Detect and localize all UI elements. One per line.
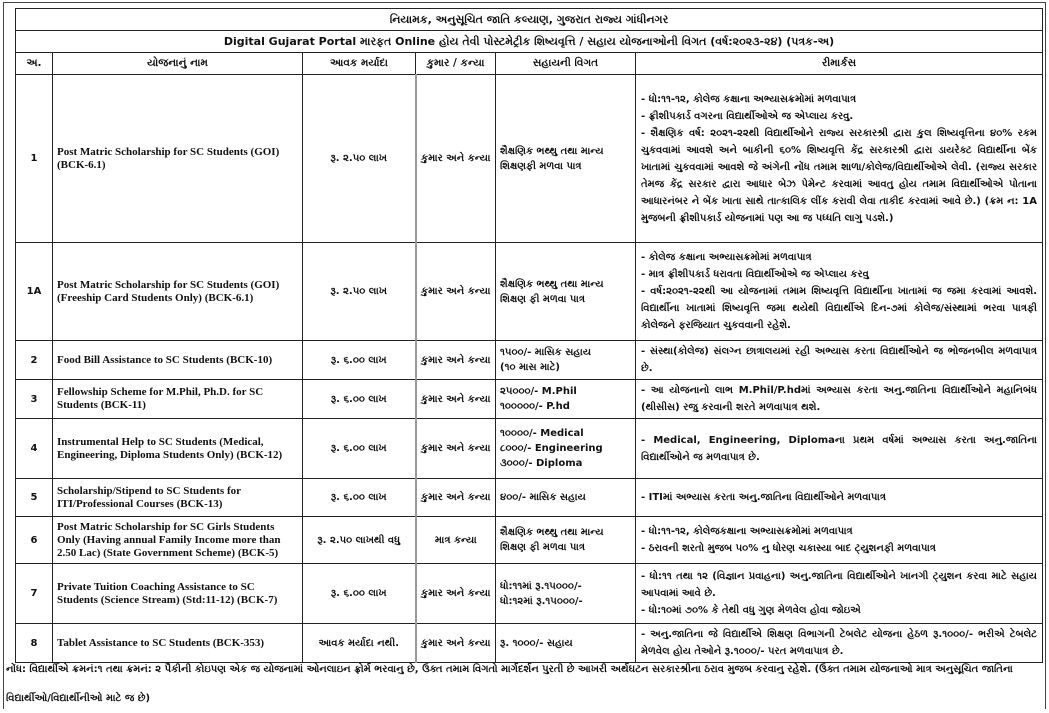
- remark-line: - ધો:૧૦માં ૭૦% કે તેથી વધુ ગુણ મેળવેલ હોવા જોઇએ: [641, 605, 861, 616]
- aid-line: ૧૦૦૦૦/- Medical: [500, 428, 584, 439]
- aid-details: [496, 75, 636, 243]
- remark-line: - ITIમાં અભ્યાસ કરતા અનુ.જાતિના વિદ્યાર્થીઓને મળવાપાત્ર: [641, 492, 887, 503]
- gender-eligibility: કુમાર અને કન્યા: [416, 75, 496, 243]
- aid-line: ૪૦૦/- માસિક સહાય: [500, 492, 586, 503]
- aid-line: ધો:૧૧માં રૂ.૧૫૦૦૦/-: [500, 580, 582, 592]
- remark-line: - શૈક્ષણિક વર્ષ: ૨૦૨૧-૨૨થી વિદ્યાર્થીઓને રાજ્ય સરકારશ્રી દ્વારા કુલ શિષ્યવૃત્તિના ૪૦% રકમ ચુકવવામાં આવશે અને બાકીની ૬૦% શિષ્યવૃત્તિ કેંદ્ર સરકારશ્રી દ્વારા ડાયરેક્ટ વિદ્યાર્થીના બેંક ખાતામાં ચુકવવામાં આવશે જે અંગેની નોંધ તમામ શાળા/કોલેજ/વિદ્યાર્થીઓએ લેવી. (રાજ્ય સરકાર તેમજ કેંદ્ર સરકાર દ્વારા આધાર બેઝ પેમેન્ટ કરવામાં આવતુ હોય તમામ વિદ્યાર્થીઓએ પોતાના આધારનંબર ને બેંક ખાતા સાથે તાત્કાલિક લીંક કરાવી લેવા તાકીદ કરવામાં આવે છે.) (ક્રમ ન: 1A મુજબની ફ્રીશીપકાર્ડ યોજનામાં પણ આ જ પધ્ધતિ લાગુ પડશે.): [641, 127, 1037, 224]
- aid-line: ૩૦૦૦/- Diploma: [500, 458, 583, 469]
- aid-line: ધો:૧૨માં રૂ.૧૫૦૦૦/-: [500, 595, 583, 607]
- footnote: નોંધ: વિદ્યાર્થીએ ક્રમનં:૧ તથા ક્રમનં: ૨ પૈકીની કોઇપણ એક જ યોજનામાં ઓનલાઇન ફ્રોર્મ ભરવાનુ છે, ઉક્ત તમામ વિગતો માર્ગદર્શન પુરતી છે આખરી અર્થઘટન સરકારશ્રીના ઠરાવ મુજબ કરવાનુ રહેશે. (ઉક્ત તમામ યોજનાઓ માત્ર અનુસૂચિત જાતિના વિદ્યાર્થીઓ/વિદ્યાર્થીનીઓ માટે જ છે): [6, 664, 1013, 704]
- remark-line: - Medical, Engineering, Diplomaના પ્રથમ વર્ષમાં અભ્યાસ કરતા અનુ.જાતિના વિદ્યાર્થીઓને જ મળવાપાત્ર છે.: [641, 434, 1037, 463]
- header-name: યોજનાનું નામ: [53, 53, 303, 75]
- gender-eligibility: કુમાર અને કન્યા: [416, 419, 496, 479]
- remarks: [636, 341, 1043, 380]
- scheme-name: Post Matric Scholarship for SC Students (GOI) (BCK-6.1): [53, 75, 303, 243]
- header-no: અ.: [16, 53, 53, 75]
- remarks: [636, 75, 1043, 243]
- aid-details: [496, 419, 636, 479]
- table-row: [16, 75, 1043, 243]
- remarks: [636, 564, 1043, 624]
- row-number: 1: [16, 75, 53, 243]
- scheme-name: Tablet Assistance to SC Students (BCK-353): [53, 624, 303, 663]
- document-title: નિયામક, અનુસૂચિત જાતિ કલ્યાણ, ગુજરાત રાજ્ય ગાંધીનગર: [16, 9, 1043, 31]
- aid-line: શૈક્ષણિક ભથ્થુ તથા માન્ય શિક્ષણ ફી મળવા પાત્ર: [500, 527, 604, 553]
- remark-line: - ઠરાવની શરતો મુજબ ૫૦% નુ ધોરણ ચકાસ્યા બાદ ટ્યુશનફી મળવાપાત્ર: [641, 543, 936, 554]
- aid-line: (૧૦ માસ માટે): [500, 362, 560, 373]
- aid-line: ૧૫૦૦/- માસિક સહાય: [500, 347, 592, 358]
- table-row: [16, 380, 1043, 419]
- gender-eligibility: કુમાર અને કન્યા: [416, 564, 496, 624]
- remark-line: - ફ્રીશીપકાર્ડ વગરના વિદ્યાર્થીઓએ જ એપ્લાય કરવુ.: [641, 110, 854, 122]
- remarks: [636, 243, 1043, 341]
- scheme-name: Post Matric Scholarship for SC Girls Students Only (Having annual Family Income more than 2.50 Lac) (State Government Scheme) (BCK-5): [53, 517, 303, 564]
- row-number: 7: [16, 564, 53, 624]
- header-row: [16, 53, 1043, 75]
- remarks: [636, 419, 1043, 479]
- aid-line: શૈક્ષણિક ભથ્થુ તથા માન્ય શિક્ષણફી મળવા પાત્ર: [500, 145, 604, 172]
- aid-line: રૂ. ૧૦૦૦/- સહાય: [500, 637, 573, 649]
- income-limit: રૂ. ૬.૦૦ લાખ: [303, 419, 416, 479]
- aid-line: ૧૦૦૦૦૦/- P.hd: [500, 401, 570, 412]
- remark-line: - વર્ષ:૨૦૨૧-૨૨થી આ યોજનામાં તમામ શિષ્યવૃત્તિ વિદ્યાર્થીના ખાતામાં જ જમા કરવામાં આવશે. વિદ્યાર્થીના ખાતામાં શિષ્યવૃત્તિ જમા થયેથી વિદ્યાર્થીએ દિન-૭માં કોલેજ/સંસ્થામાં ભરવા પાત્રફી કોલેજને ફરજિયાત ચુકવવાની રહેશે.: [641, 286, 1037, 331]
- income-limit: રૂ. ૬.૦૦ લાખ: [303, 380, 416, 419]
- aid-details: [496, 517, 636, 564]
- gender-eligibility: કુમાર અને કન્યા: [416, 341, 496, 380]
- income-limit: રૂ. ૬.૦૦ લાખ: [303, 564, 416, 624]
- header-gender: કુમાર / કન્યા: [416, 53, 496, 75]
- remark-line: - માત્ર ફ્રીશીપકાર્ડ ધરાવતા વિદ્યાર્થીઓએ જ એપ્લાય કરવુ: [641, 269, 869, 280]
- gender-eligibility: કુમાર અને કન્યા: [416, 624, 496, 663]
- income-limit: રૂ. ૬.૦૦ લાખ: [303, 479, 416, 517]
- remark-line: - ધો:૧૧-૧૨, કોલેજકક્ષાના અભ્યાસક્રમોમાં મળવાપાત્ર: [641, 526, 853, 537]
- remark-line: - ધો:૧૧-૧૨, કોલેજ કક્ષાના અભ્યાસક્રમોમાં મળવાપાત્ર: [641, 93, 857, 105]
- table-row: [16, 479, 1043, 517]
- table-row: [16, 517, 1043, 564]
- row-number: 2: [16, 341, 53, 380]
- remark-line: - કોલેજ કક્ષાના અભ્યાસક્રમોમાં મળવાપાત્ર: [641, 252, 812, 263]
- gender-eligibility: માત્ર કન્યા: [416, 517, 496, 564]
- aid-details: [496, 243, 636, 341]
- gender-eligibility: કુમાર અને કન્યા: [416, 243, 496, 341]
- header-aid: સહાયની વિગત: [496, 53, 636, 75]
- remark-line: - અનુ.જાતિના જે વિદ્યાર્થીએ શિક્ષણ વિભાગની ટેબલેટ યોજના હેઠળ રૂ.૧૦૦૦/- ભરીએ ટેબલેટ મેળવેલ હોય તેઓને રૂ.૧૦૦૦/- પરત મળવાપાત્ર છે.: [641, 629, 1037, 657]
- remarks: [636, 479, 1043, 517]
- row-number: 8: [16, 624, 53, 663]
- header-income: આવક મર્યાદા: [303, 53, 416, 75]
- income-limit: રૂ. ૨.૫૦ લાખ: [303, 75, 416, 243]
- table-row: [16, 341, 1043, 380]
- aid-details: [496, 380, 636, 419]
- scheme-name: Fellowship Scheme for M.Phil, Ph.D. for SC Students (BCK-11): [53, 380, 303, 419]
- income-limit: રૂ. ૬.૦૦ લાખ: [303, 341, 416, 380]
- scheme-name: Food Bill Assistance to SC Students (BCK-10): [53, 341, 303, 380]
- row-number: 1A: [16, 243, 53, 341]
- header-remarks: રીમાર્કસ: [636, 53, 1043, 75]
- income-limit: રૂ. ૨.૫૦ લાખ: [303, 243, 416, 341]
- table-row: [16, 419, 1043, 479]
- aid-line: ૮૦૦૦/- Engineering: [500, 443, 603, 454]
- aid-details: [496, 479, 636, 517]
- row-number: 4: [16, 419, 53, 479]
- row-number: 3: [16, 380, 53, 419]
- row-number: 5: [16, 479, 53, 517]
- scheme-table: [15, 8, 1043, 663]
- remarks: [636, 517, 1043, 564]
- remark-line: - સંસ્થા(કોલેજ) સંલગ્ન છાત્રાલયમાં રહી અભ્યાસ કરતા વિદ્યાર્થીઓને જ ભોજનબીલ મળવાપાત્ર છે.: [641, 346, 1037, 374]
- gender-eligibility: કુમાર અને કન્યા: [416, 380, 496, 419]
- scheme-name: Instrumental Help to SC Students (Medical, Engineering, Diploma Students Only) (BCK-12): [53, 419, 303, 479]
- document-subtitle: Digital Gujarat Portal મારફત Online હોય તેવી પોસ્ટમેટ્રીક શિષ્યવૃત્તિ / સહાય યોજનાઓની વિગત (વર્ષ:૨૦૨૩-૨૪) (પત્રક-અ): [16, 31, 1043, 53]
- gender-eligibility: કુમાર અને કન્યા: [416, 479, 496, 517]
- aid-details: [496, 341, 636, 380]
- scheme-name: Scholarship/Stipend to SC Students for ITI/Professional Courses (BCK-13): [53, 479, 303, 517]
- row-number: 6: [16, 517, 53, 564]
- aid-details: [496, 564, 636, 624]
- income-limit: રૂ. ૨.૫૦ લાખથી વધુ: [303, 517, 416, 564]
- table-row: [16, 564, 1043, 624]
- scheme-name: Private Tuition Coaching Assistance to SC Students (Science Stream) (Std:11-12) (BCK-7): [53, 564, 303, 624]
- table-row: [16, 243, 1043, 341]
- aid-line: ૨૫૦૦૦/- M.Phil: [500, 386, 577, 397]
- remarks: [636, 380, 1043, 419]
- income-limit: આવક મર્યાદા નથી.: [303, 624, 416, 663]
- scheme-name: Post Matric Scholarship for SC Students (GOI) (Freeship Card Students Only) (BCK-6.1): [53, 243, 303, 341]
- remark-line: - ધો:૧૧ તથા ૧૨ (વિજ્ઞાન પ્રવાહના) અનુ.જાતિના વિદ્યાર્થીઓને ખાનગી ટ્યુશન કરવા માટે સહાય આપવામાં આવે છે.: [641, 571, 1037, 599]
- remark-line: - આ યોજનાનો લાભ M.Phil/P.hdમાં અભ્યાસ કરતા અનુ.જાતિના વિદ્યાર્થીઓને મહાનિબંધ (થીસીસ) રજુ કરવાની શરતે મળવાપાત્ર થશે.: [641, 385, 1037, 413]
- aid-line: શૈક્ષણિક ભથ્થુ તથા માન્ય શિક્ષણ ફી મળવા પાત્ર: [500, 278, 604, 305]
